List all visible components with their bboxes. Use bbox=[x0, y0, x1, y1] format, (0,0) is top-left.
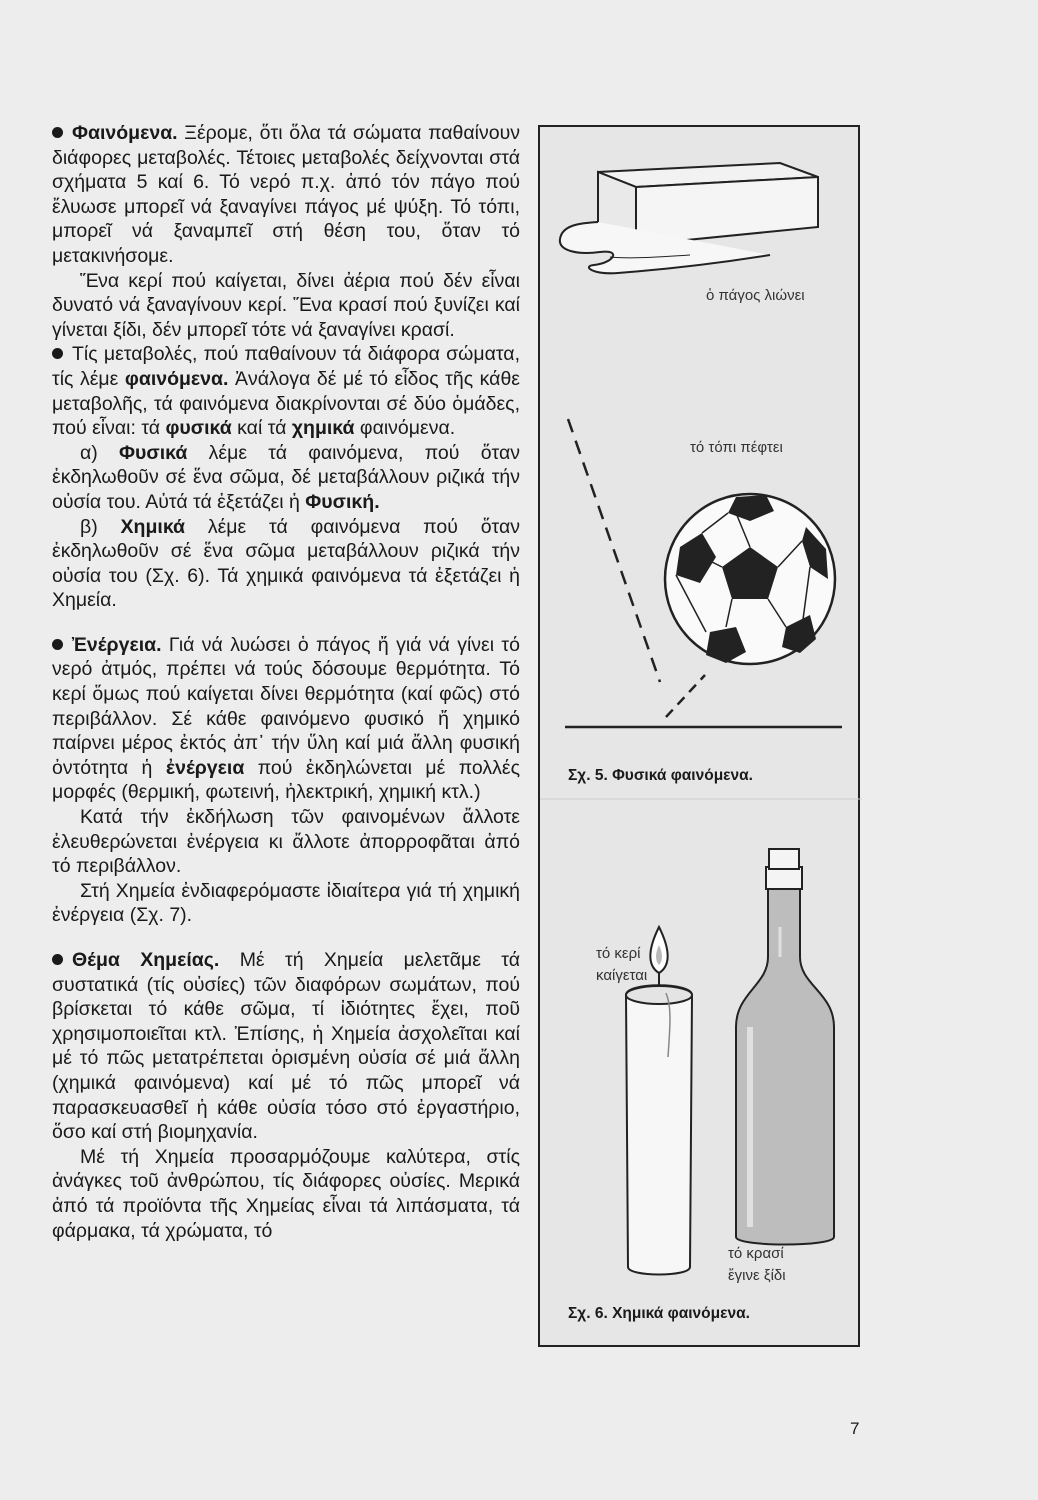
term-physics: Φυσική. bbox=[305, 490, 380, 513]
subject-paragraph-2: Μέ τή Χημεία προσαρμόζουμε καλύτερα, στίς ἀνάγκες τοῦ ἀνθρώπου, τίς διάφορες οὐσίες. Μερικά ἀπό τά προϊόντα τῆς Χημείας εἶναι τά λιπάσματα, τά φάρμακα, τά χρώματα, τό bbox=[52, 1145, 520, 1242]
energy-heading: Ἐνέργεια. bbox=[72, 633, 162, 656]
text-span: λέμε τά φαινόμενα, πού ὅταν ἐκδηλωθοῦν σέ ἕνα σῶμα, δέ μεταβάλλουν ριζικά τήν οὐσία του. Αὐτά τά ἐξετάζει ἡ bbox=[52, 441, 521, 513]
page-number: 7 bbox=[850, 1419, 860, 1438]
term-energy: ἐνέργεια bbox=[165, 756, 245, 779]
subject-paragraph-1 bbox=[52, 948, 520, 1145]
label-ball-falls: τό τόπι πέφτει bbox=[690, 439, 783, 456]
label-wine-line1: τό κρασί bbox=[728, 1245, 784, 1262]
bullet-icon bbox=[52, 639, 63, 650]
label-ice-melts: ὁ πάγος λιώνει bbox=[706, 287, 805, 304]
text-span: Ἀνάλογα δέ μέ τό εἶδος τῆς κάθε μεταβολῆς, τά φαινόμενα διακρίνονται σέ δύο ὁμάδες, πού εἶναι: τά bbox=[52, 367, 520, 440]
subject-heading: Θέμα Χημείας. bbox=[72, 949, 220, 971]
phenomena-paragraph-3 bbox=[52, 342, 520, 440]
label-wine-line2: ἔγινε ξίδι bbox=[728, 1267, 786, 1284]
energy-paragraph-2: Κατά τήν ἐκδήλωση τῶν φαινομένων ἄλλοτε ἐλευθερώνεται ἐνέργεια κι ἄλλοτε ἀπορροφᾶται ἀπό τό περιβάλλον. bbox=[52, 806, 520, 878]
term-chemical: Χημικά bbox=[120, 515, 186, 538]
chemical-definition bbox=[52, 515, 520, 613]
main-text-column bbox=[52, 121, 520, 1243]
ball-illustration bbox=[565, 419, 842, 727]
term-physical: Φυσικά bbox=[119, 441, 188, 464]
text-span: λέμε τά φαινόμενα πού ὅταν ἐκδηλωθοῦν σέ ἕνα σῶμα μεταβάλλουν ριζικά τήν οὐσία του (Σχ. 6). Τά χημικά φαινόμενα τά ἐξετάζει ἡ Χημεία. bbox=[52, 515, 520, 612]
caption-figure-5: Σχ. 5. Φυσικά φαινόμενα. bbox=[568, 767, 753, 784]
bullet-icon bbox=[52, 954, 63, 965]
ice-block-illustration bbox=[560, 163, 818, 273]
figure-panel bbox=[538, 125, 860, 1347]
label-candle-line2: καίγεται bbox=[596, 967, 648, 984]
bullet-icon bbox=[52, 348, 63, 359]
text-span: πού ἐκδηλώνεται μέ πολλές μορφές (θερμική, φωτεινή, ἠλεκτρική, χημική κτλ.) bbox=[52, 756, 520, 804]
phenomena-paragraph-1 bbox=[52, 121, 520, 269]
section-gap bbox=[52, 613, 520, 633]
text-span: β) bbox=[80, 515, 121, 538]
text-span: Γιά νά λυώσει ὁ πάγος ἤ γιά νά γίνει τό νερό ἀτμός, πρέπει νά τούς δόσουμε θερμότητα. Τό κερί ὅμως πού καίγεται δίνει θερμότητα (καί φῶς) στό περιβάλλον. Σέ κάθε φαινόμενο φυσικό ἤ χημικό παίρνει μέρος ἐκτός ἀπ᾽ τήν ὕλη καί μιά ἄλλη φυσική ὀντότητα ἡ bbox=[52, 633, 520, 779]
physical-definition bbox=[52, 441, 520, 515]
text-span: καί τά bbox=[231, 417, 292, 440]
bottle-illustration bbox=[736, 849, 834, 1245]
phenomena-text-1: Ξέρομε, ὅτι ὅλα τά σώματα παθαίνουν διάφορες μεταβολές. Τέτοιες μεταβολές δείχνονται στά σχήματα 5 καί 6. Τό νερό π.χ. ἀπό τόν πάγο πού ἔλυωσε μπορεῖ νά ξαναγίνει πάγος μέ ψύξη. Τό τόπι, μπορεῖ νά ξαναμπεῖ στή θέση του, ὅταν τό μετακινήσομε. bbox=[52, 122, 520, 267]
section-gap bbox=[52, 928, 520, 948]
text-span: φαινόμενα. bbox=[354, 417, 456, 440]
phenomena-paragraph-2: Ἕνα κερί πού καίγεται, δίνει ἀέρια πού δέν εἶναι δυνατό νά ξαναγίνουν κερί. Ἕνα κρασί πού ξυνίζει καί γίνεται ξίδι, δέν μπορεῖ τότε νά ξαναγίνει κρασί. bbox=[52, 269, 520, 341]
text-span: Μέ τή Χημεία μελετᾶμε τά συστατικά (τίς οὐσίες) τῶν διαφόρων σωμάτων, πού βρίσκεται τό κάθε σῶμα, τί ἰδιότητες ἔχει, ποῦ χρησιμοποιεῖται κτλ. Ἐπίσης, ἡ Χημεία ἀσχολεῖται καί μέ τό πῶς μετατρέπεται ὁρισμένη οὐσία σέ μιά ἄλλη (χημικά φαινόμενα) καί μέ τό πῶς μπορεῖ νά παρασκευασθεῖ ἡ κάθε οὐσία τόσο στό ἐργαστήριο, ὅσο καί στή βιομηχανία. bbox=[52, 949, 521, 1144]
label-candle-line1: τό κερί bbox=[596, 945, 641, 962]
term-physical: φυσικά bbox=[165, 417, 232, 440]
caption-figure-6: Σχ. 6. Χημικά φαινόμενα. bbox=[568, 1305, 750, 1322]
text-span: α) bbox=[80, 441, 120, 464]
bullet-icon bbox=[52, 127, 63, 138]
energy-paragraph-3: Στή Χημεία ἐνδιαφερόμαστε ἰδιαίτερα γιά τή χημική ἐνέργεια (Σχ. 7). bbox=[52, 879, 520, 927]
phenomena-heading: Φαινόμενα. bbox=[72, 122, 178, 144]
energy-paragraph-1 bbox=[52, 633, 520, 805]
figure-illustrations bbox=[540, 127, 862, 1349]
term-chemical: χημικά bbox=[291, 417, 355, 440]
term-phenomena: φαινόμενα. bbox=[124, 367, 229, 390]
text-span: Τίς μεταβολές, πού παθαίνουν τά διάφορα σώματα, τίς λέμε bbox=[52, 343, 520, 390]
